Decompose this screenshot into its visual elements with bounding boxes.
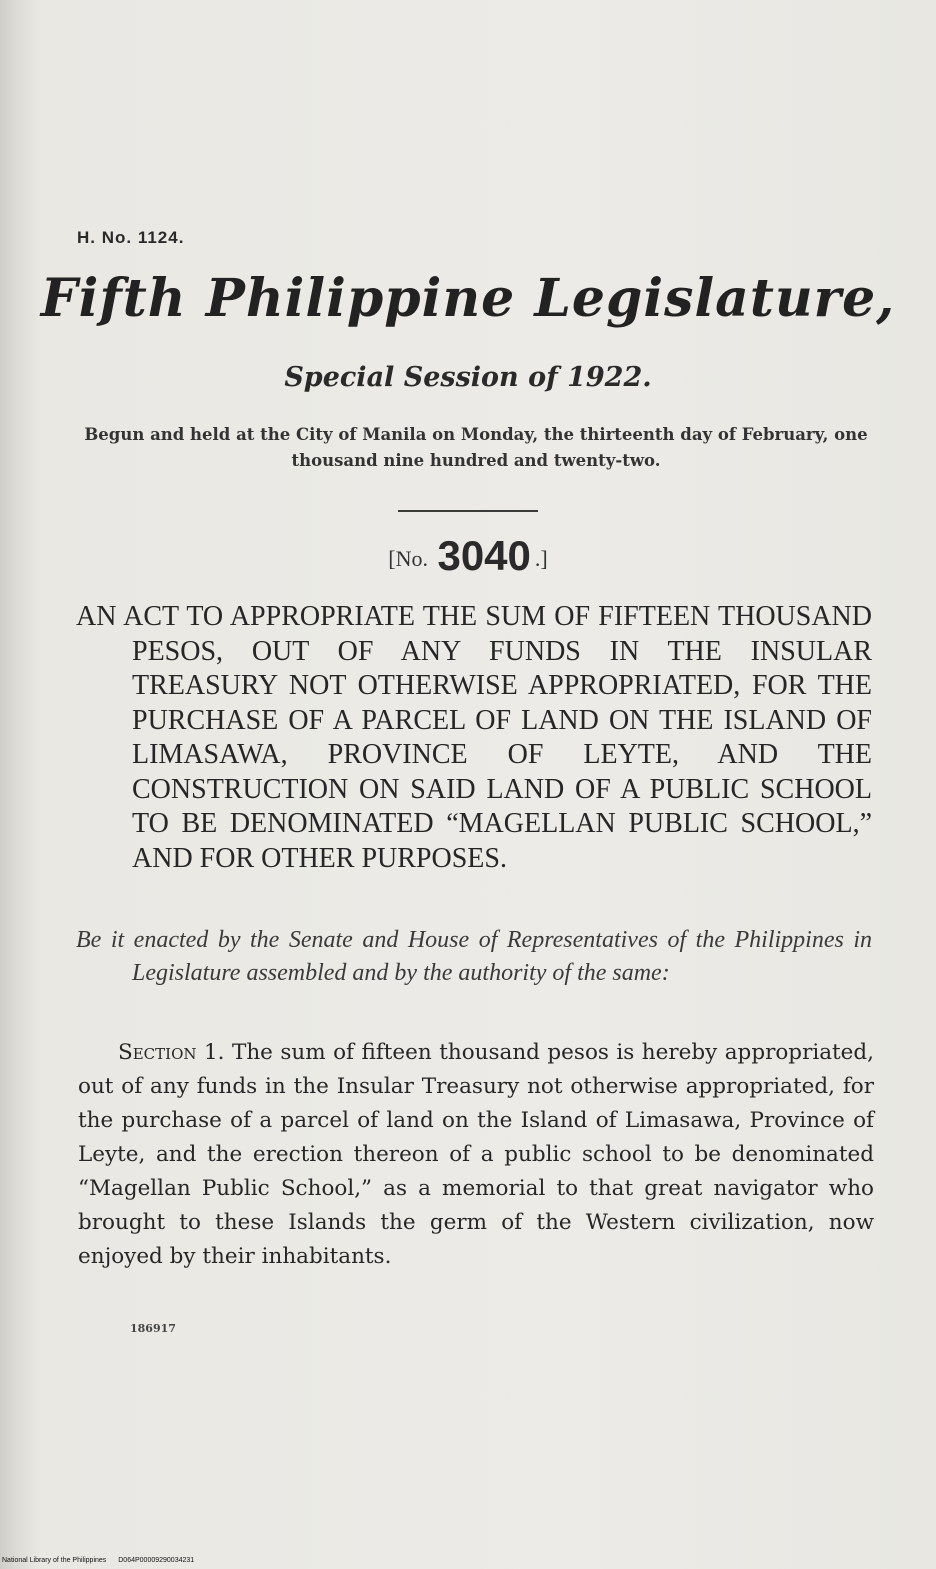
print-number: 186917 [130,1322,176,1335]
act-number-value: 3040 [437,532,531,579]
act-number [0,532,936,580]
house-number: H. No. 1124. [77,228,185,247]
section-text: The sum of fifteen thousand pesos is hereby appropriated, out of any funds in the Insular Treasury not otherwise appropriated, for the purchase of a parcel of land on the Island of Limasawa, Province of Leyte, and the erection thereon of a public school to be denominated “Magellan Public School,” as a memorial to that great navigator who brought to these Islands the germ of the Western civilization, now enjoyed by their inhabitants. [78,1040,874,1269]
divider-rule [398,510,538,512]
legislature-title: Fifth Philippine Legislature, [40,268,896,329]
document-id: D064P00009290034231 [118,1557,195,1564]
act-number-prefix: [No. [388,546,428,571]
scan-footer [2,1557,204,1564]
act-title: AN ACT TO APPROPRIATE THE SUM OF FIFTEEN THOUSAND PESOS, OUT OF ANY FUNDS IN THE INSULAR TREASURY NOT OTHERWISE APPROPRIATED, FOR THE PURCHASE OF A PARCEL OF LAND ON THE ISLAND OF LIMASAWA, PROVINCE OF LEYTE, AND THE CONSTRUCTION ON SAID LAND OF A PUBLIC SCHOOL TO BE DENOMINATED “MAGELLAN PUBLIC SCHOOL,” AND FOR OTHER PURPOSES. [76,601,872,874]
enacting-clause: Be it enacted by the Senate and House of Representatives of the Philippines in Legislature assembled and by the authority of the same: [76,927,872,986]
session-subtitle: Special Session of 1922. [284,362,652,393]
session-dates: Begun and held at the City of Manila on Monday, the thirteenth day of February, one thousand nine hundred and twenty-two. [84,425,868,470]
act-number-suffix: .] [534,546,548,571]
library-credit: National Library of the Philippines [2,1557,107,1564]
section-label: Section 1. [118,1040,225,1065]
section-1 [78,1036,874,1274]
